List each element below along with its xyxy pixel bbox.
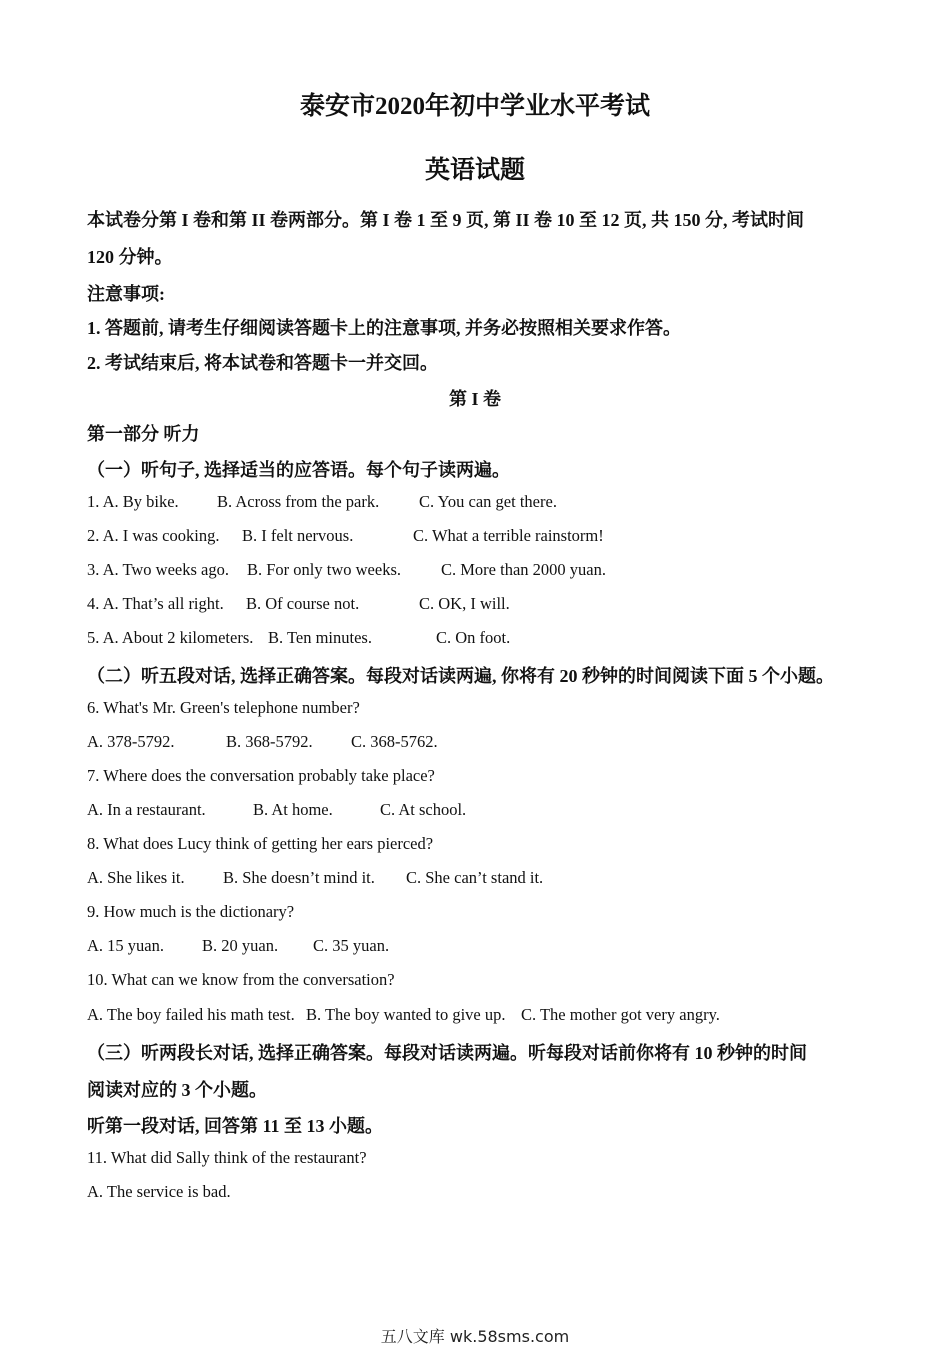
option-c: C. 368-5762. <box>351 732 438 751</box>
question-3 <box>87 560 606 580</box>
option-c: C. On foot. <box>436 628 511 647</box>
option-c: C. She can’t stand it. <box>406 868 544 887</box>
option-b: B. 20 yuan. <box>202 936 279 955</box>
notes-heading: 注意事项: <box>87 284 165 304</box>
question-6-stem: 6. What's Mr. Green's telephone number? <box>87 698 360 717</box>
option-a: A. The boy failed his math test. <box>87 1005 295 1024</box>
question-7-stem: 7. Where does the conversation probably take place? <box>87 766 435 785</box>
option-b: B. For only two weeks. <box>247 560 401 579</box>
question-7-options <box>87 800 466 820</box>
option-b: B. The boy wanted to give up. <box>306 1005 506 1024</box>
question-10-stem: 10. What can we know from the conversation? <box>87 970 395 989</box>
dialog-instruction: 听第一段对话, 回答第 11 至 13 小题。 <box>87 1116 384 1136</box>
intro-text-cont: 120 分钟。 <box>87 247 173 267</box>
question-11-stem: 11. What did Sally think of the restaurant? <box>87 1148 367 1167</box>
option-a: A. 378-5792. <box>87 732 175 751</box>
option-a: 1. A. By bike. <box>87 492 179 511</box>
option-b: B. Of course not. <box>246 594 360 613</box>
option-a: A. 15 yuan. <box>87 936 164 955</box>
question-11-option-a: A. The service is bad. <box>87 1182 231 1201</box>
page-subtitle: 英语试题 <box>424 157 525 184</box>
option-b: B. Across from the park. <box>217 492 380 511</box>
option-a: 3. A. Two weeks ago. <box>87 560 229 579</box>
section-heading-2: （二）听五段对话, 选择正确答案。每段对话读两遍, 你将有 20 秒钟的时间阅读下面 5 个小题。 <box>87 666 834 686</box>
question-9-options <box>87 936 389 956</box>
question-8-stem: 8. What does Lucy think of getting her ears pierced? <box>87 834 434 853</box>
option-c: C. More than 2000 yuan. <box>441 560 606 579</box>
option-c: C. You can get there. <box>419 492 557 511</box>
section-heading-3: （三）听两段长对话, 选择正确答案。每段对话读两遍。听每段对话前你将有 10 秒钟的时间 <box>87 1043 807 1063</box>
page-footer: 五八文库 wk.58sms.com <box>380 1327 570 1346</box>
option-b: B. She doesn’t mind it. <box>223 868 375 887</box>
question-10-options <box>87 1005 720 1025</box>
option-a: 5. A. About 2 kilometers. <box>87 628 254 647</box>
option-c: C. 35 yuan. <box>313 936 390 955</box>
option-a: A. In a restaurant. <box>87 800 206 819</box>
option-b: B. Ten minutes. <box>268 628 372 647</box>
option-c: C. What a terrible rainstorm! <box>413 526 604 545</box>
option-b: B. 368-5792. <box>226 732 313 751</box>
section-heading-3-cont: 阅读对应的 3 个小题。 <box>87 1080 267 1100</box>
question-1 <box>87 492 557 512</box>
page-title: 泰安市2020年初中学业水平考试 <box>299 93 650 120</box>
option-a: 2. A. I was cooking. <box>87 526 220 545</box>
section-heading-1: （一）听句子, 选择适当的应答语。每个句子读两遍。 <box>87 460 510 480</box>
option-b: B. At home. <box>253 800 333 819</box>
option-a: A. She likes it. <box>87 868 185 887</box>
question-9-stem: 9. How much is the dictionary? <box>87 902 295 921</box>
option-c: C. At school. <box>380 800 467 819</box>
question-6-options <box>87 732 438 752</box>
option-c: C. The mother got very angry. <box>521 1005 720 1024</box>
option-b: B. I felt nervous. <box>242 526 354 545</box>
part-heading: 第一部分 听力 <box>87 424 200 444</box>
question-4 <box>87 594 510 614</box>
note-item-2: 2. 考试结束后, 将本试卷和答题卡一并交回。 <box>87 353 438 373</box>
option-a: 4. A. That’s all right. <box>87 594 224 613</box>
intro-text: 本试卷分第 I 卷和第 II 卷两部分。第 I 卷 1 至 9 页, 第 II 卷 10 至 12 页, 共 150 分, 考试时间 <box>87 210 805 230</box>
option-c: C. OK, I will. <box>419 594 510 613</box>
question-8-options <box>87 868 543 888</box>
question-5 <box>87 628 510 648</box>
volume-heading: 第 I 卷 <box>448 389 501 409</box>
question-2 <box>87 526 604 546</box>
note-item-1: 1. 答题前, 请考生仔细阅读答题卡上的注意事项, 并务必按照相关要求作答。 <box>87 318 681 338</box>
